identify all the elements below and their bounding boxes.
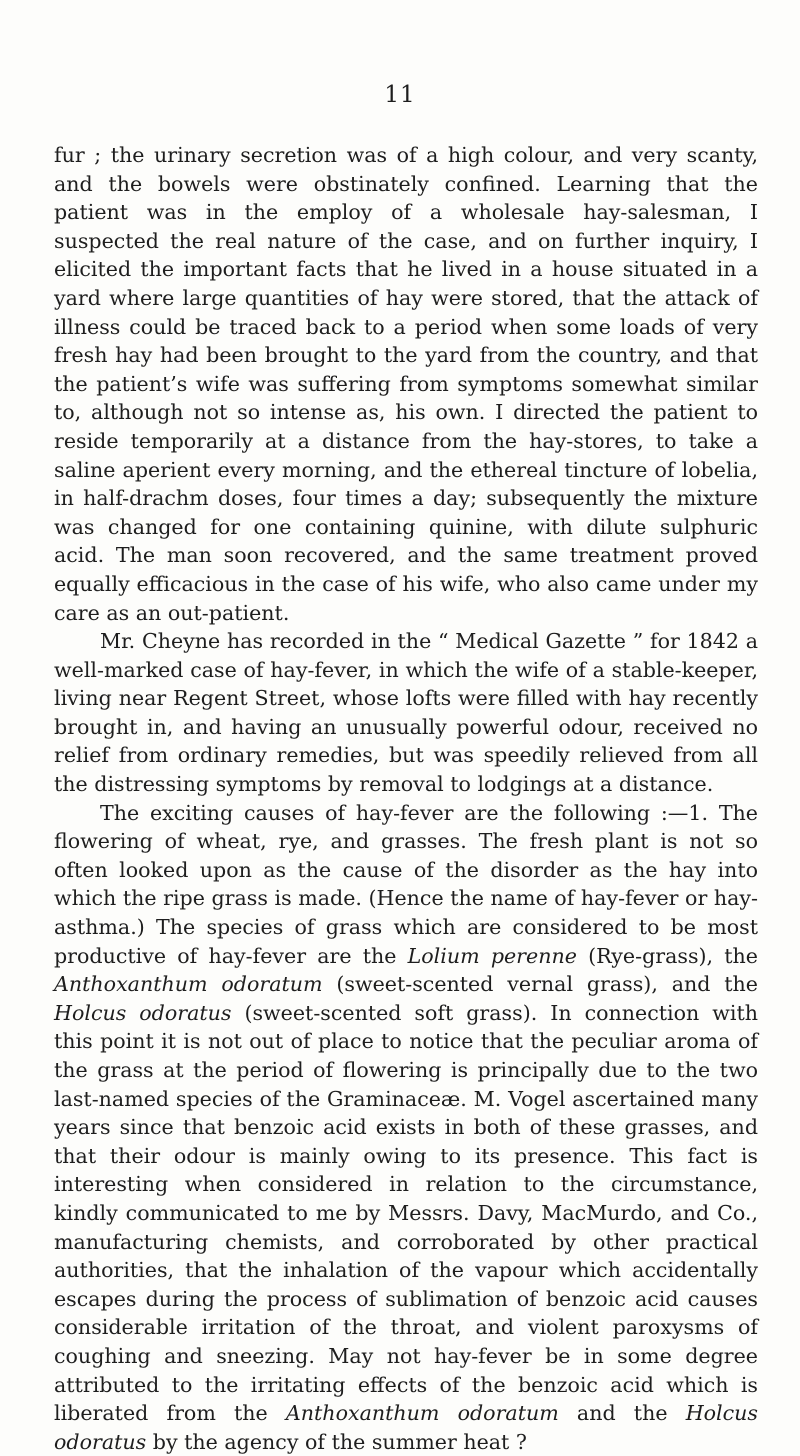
paragraph-3-text-1: The exciting causes of hay-fever are the following :—1. The flowering of wheat, rye, and grasses. The fresh plant is not so often looked upon as the cause of the disorder as the hay into which the ripe grass is made. (Hence the name of hay-fever or hay-asthma.) The species of grass which are considered to be most productive of hay-fever are the <box>54 800 758 968</box>
paragraph-2: Mr. Cheyne has recorded in the “ Medical Gazette ” for 1842 a well-marked case of hay-fever, in which the wife of a stable-keeper, living near Regent Street, whose lofts were filled with hay recently brought in, and having an unusually powerful odour, received no relief from ordinary remedies, but was speedily relieved from all the distressing symptoms by removal to lodgings at a distance. <box>54 629 758 797</box>
paragraph-3-text-6: by the agency of the summer heat ? <box>146 1429 527 1454</box>
paragraph-3-text-2: (Rye-grass), the <box>576 943 758 968</box>
species-name-holcus-odoratus-2: Holcus odoratus <box>54 1401 758 1454</box>
species-name-anthoxanthum-odoratum-2: Anthoxanthum odoratum <box>285 1401 559 1426</box>
body-text <box>54 141 758 1456</box>
paragraph-3-text-3: (sweet-scented vernal grass), and the <box>322 972 758 997</box>
species-name-anthoxanthum-odoratum: Anthoxanthum odoratum <box>54 972 323 997</box>
species-name-lolium-perenne: Lolium perenne <box>407 943 577 968</box>
page-number: 11 <box>384 82 416 108</box>
paragraph-3-text-4: (sweet-scented soft grass). In connection with this point it is not out of place to notice that the peculiar aroma of the grass at the period of flowering is principally due to the two last-named species of the Graminaceæ. M. Vogel ascertained many years since that benzoic acid exists in both of these grasses, and that their odour is mainly owing to its presence. This fact is interesting when considered in relation to the circumstance, kindly communicated to me by Messrs. Davy, MacMurdo, and Co., manufacturing chemists, and corroborated by other practical authorities, that the inhalation of the vapour which accidentally escapes during the process of sublimation of benzoic acid causes considerable irritation of the throat, and violent paroxysms of coughing and sneezing. May not hay-fever be in some degree attributed to the irritating effects of the benzoic acid which is liberated from the <box>54 1000 758 1426</box>
paragraph-3-text-5: and the <box>558 1401 686 1426</box>
species-name-holcus-odoratus: Holcus odoratus <box>54 1000 232 1025</box>
paragraph-3 <box>54 799 758 1456</box>
paragraph-1: fur ; the urinary secretion was of a high colour, and very scanty, and the bowels were obstinately confined. Learning that the patient was in the employ of a wholesale hay-salesman, I suspected the real nature of the case, and on further inquiry, I elicited the important facts that he lived in a house situated in a yard where large quantities of hay were stored, that the attack of illness could be traced back to a period when some loads of very fresh hay had been brought to the yard from the country, and that the patient’s wife was suffering from symptoms somewhat similar to, although not so intense as, his own. I directed the patient to reside temporarily at a distance from the hay-stores, to take a saline aperient every morning, and the ethereal tincture of lobelia, in half-drachm doses, four times a day; subsequently the mixture was changed for one containing quinine, with dilute sulphuric acid. The man soon recovered, and the same treatment proved equally efficacious in the case of his wife, who also came under my care as an out-patient. <box>54 143 758 625</box>
